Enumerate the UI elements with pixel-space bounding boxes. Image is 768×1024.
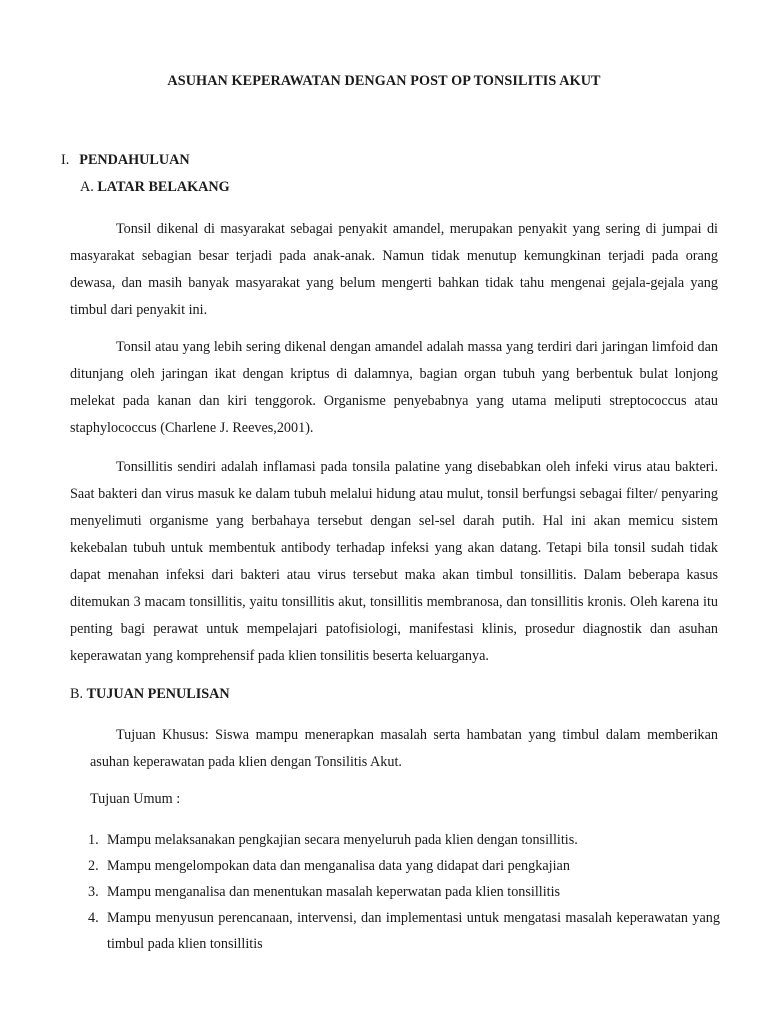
section-heading-pendahuluan xyxy=(61,152,190,169)
list-item-number: 4. xyxy=(88,910,99,926)
list-item-text: Mampu melaksanakan pengkajian secara menyeluruh pada klien dengan tonsillitis. xyxy=(107,832,578,848)
subsection-title: TUJUAN PENULISAN xyxy=(86,686,230,702)
list-item-text: Mampu menganalisa dan menentukan masalah keperwatan pada klien tonsillitis xyxy=(107,884,561,900)
tujuan-khusus-paragraph: Tujuan Khusus: Siswa mampu menerapkan masalah serta hambatan yang timbul dalam memberikan asuhan keperawatan pada klien dengan Tonsilitis Akut. xyxy=(90,727,718,770)
section-title: PENDAHULUAN xyxy=(79,152,190,168)
list-item-text: Mampu mengelompokan data dan menganalisa data yang didapat dari pengkajian xyxy=(107,858,570,874)
paragraph-2: Tonsil atau yang lebih sering dikenal dengan amandel adalah massa yang terdiri dari jaringan limfoid dan ditunjang oleh jaringan ikat dengan kriptus di dalamnya, bagian organ tubuh yang berbentuk bulat lonjong melekat pada kanan dan kiri tenggorok. Organisme penyebabnya yang utama meliputi streptococcus atau staphylococcus (Charlene J. Reeves,2001). xyxy=(70,339,718,436)
subsection-heading-tujuan-penulisan xyxy=(70,686,230,703)
list-item xyxy=(88,905,720,957)
list-item xyxy=(88,879,720,905)
list-item-number: 3. xyxy=(88,884,99,900)
list-item xyxy=(88,827,720,853)
subsection-letter: A. xyxy=(80,179,94,195)
list-item xyxy=(88,853,720,879)
document-title: ASUHAN KEPERAWATAN DENGAN POST OP TONSILITIS AKUT xyxy=(167,73,601,89)
paragraph-3: Tonsillitis sendiri adalah inflamasi pada tonsila palatine yang disebabkan oleh infeki virus atau bakteri. Saat bakteri dan virus masuk ke dalam tubuh melalui hidung atau mulut, tonsil berfungsi sebagai filter/ penyaring menyelimuti organisme yang berbahaya tersebut dengan sel-sel darah putih. Hal ini akan memicu sistem kekebalan tubuh untuk membentuk antibody terhadap infeksi yang akan datang. Tetapi bila tonsil sudah tidak dapat menahan infeksi dari bakteri atau virus tersebut maka akan timbul tonsillitis. Dalam beberapa kasus ditemukan 3 macam tonsillitis, yaitu tonsillitis akut, tonsillitis membranosa, dan tonsillitis kronis. Oleh karena itu penting bagi perawat untuk mempelajari patofisiologi, manifestasi klinis, prosedur diagnostik dan asuhan keperawatan yang komprehensif pada klien tonsilitis beserta keluarganya. xyxy=(70,459,718,664)
section-number: I. xyxy=(61,152,70,168)
list-item-number: 2. xyxy=(88,858,99,874)
paragraph-1: Tonsil dikenal di masyarakat sebagai penyakit amandel, merupakan penyakit yang sering di jumpai di masyarakat sebagian besar terjadi pada anak-anak. Namun tidak menutup kemungkinan terjadi pada orang dewasa, dan masih banyak masyarakat yang belum mengerti bahkan tidak tahu mengenai gejala-gejala yang timbul dari penyakit ini. xyxy=(70,221,718,318)
subsection-title: LATAR BELAKANG xyxy=(97,179,230,195)
tujuan-umum-label: Tujuan Umum : xyxy=(90,791,181,807)
subsection-letter: B. xyxy=(70,686,84,702)
tujuan-umum-list xyxy=(88,827,720,957)
list-item-number: 1. xyxy=(88,832,99,848)
subsection-heading-latar-belakang xyxy=(80,179,230,196)
list-item-text: Mampu menyusun perencanaan, intervensi, dan implementasi untuk mengatasi masalah keperawatan yang timbul pada klien tonsillitis xyxy=(107,910,720,952)
